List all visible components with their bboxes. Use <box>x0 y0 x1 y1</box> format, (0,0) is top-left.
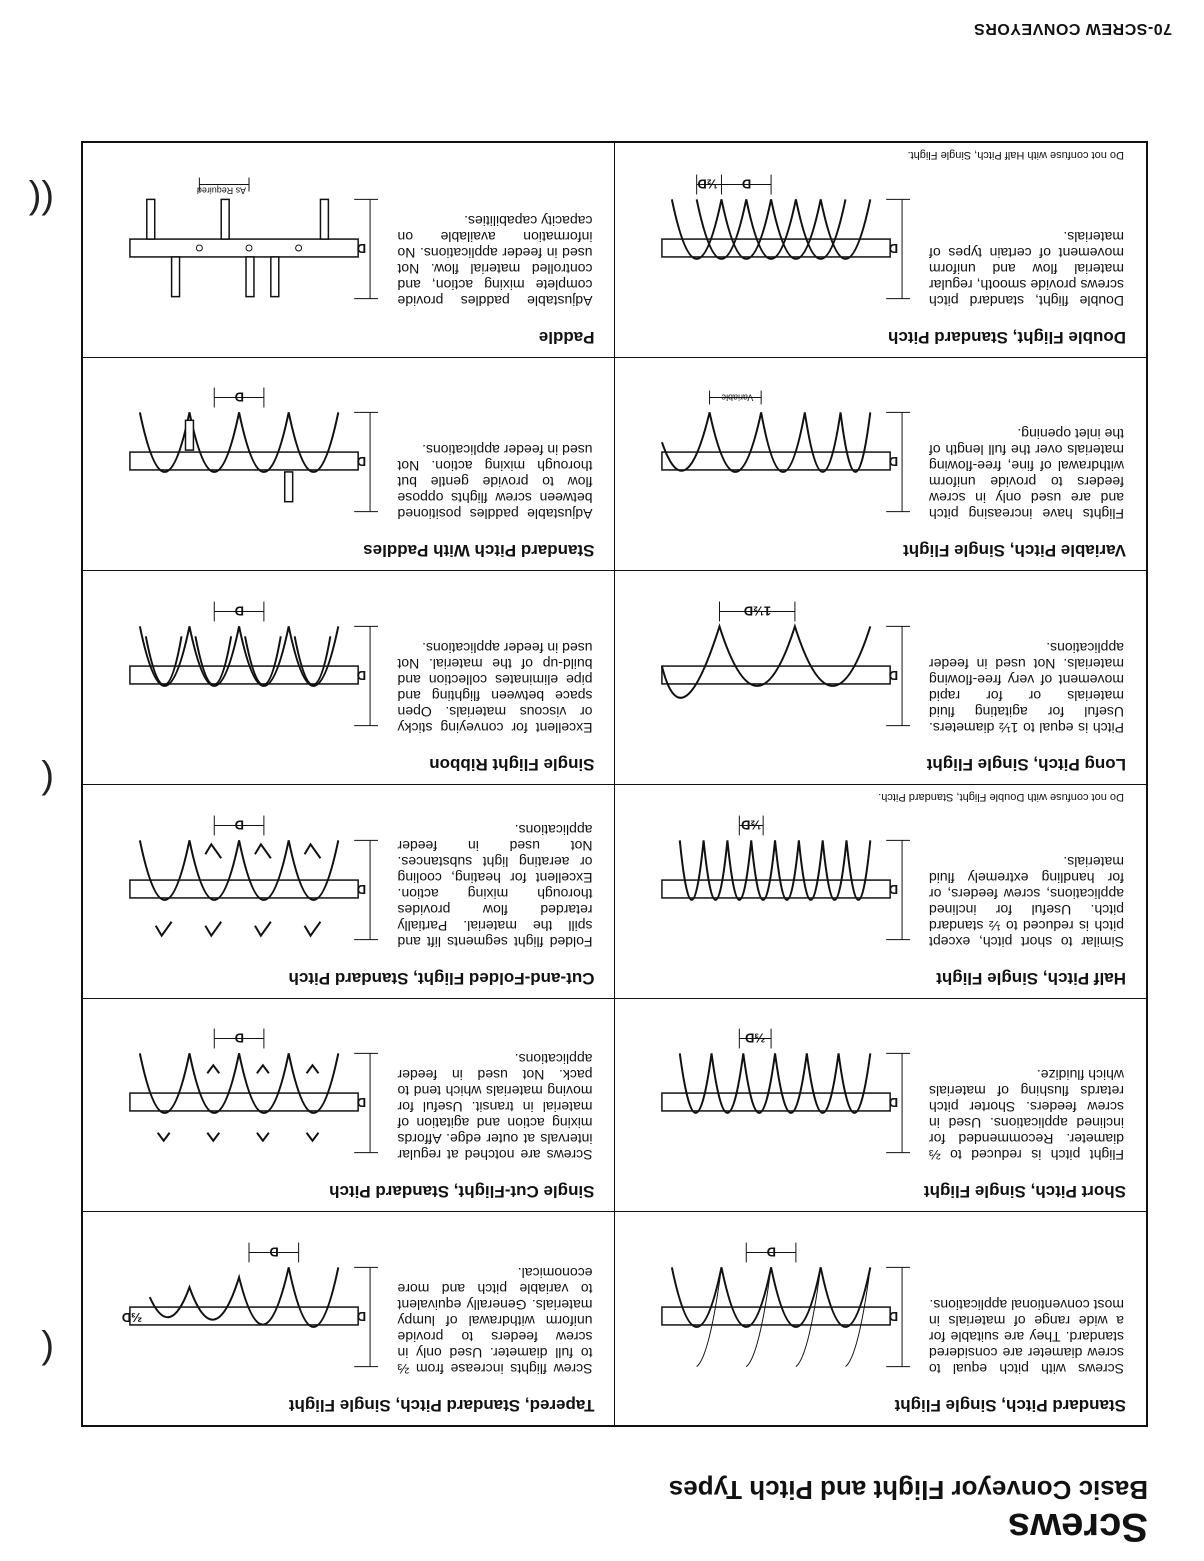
cell-title: Tapered, Standard Pitch, Single Flight <box>288 1396 595 1415</box>
cell-title: Single Flight Ribbon <box>429 755 595 774</box>
cell-description: Screws with pitch equal to screw diameter are considered standard. They are suitable for a wide range of materials in most conventional applications. <box>929 1297 1124 1377</box>
cell-description: Double flight, standard pitch screws provide smooth, regular material flow and uniform movement of certain types of materials. <box>929 228 1124 309</box>
dimension-label: D <box>888 1309 899 1325</box>
cell-description: Adjustable paddles provide complete mixing action, and controlled material flow. Not used in feeder applications. No information available on capacity capabilities. <box>397 212 593 309</box>
cell-title: Paddle <box>538 327 595 347</box>
screw-diagram <box>121 1237 379 1397</box>
dimension-label: D <box>357 668 367 684</box>
cell-single-cut-flight <box>83 998 615 1212</box>
cell-title: Short Pitch, Single Flight <box>923 1182 1126 1202</box>
cell-note: Do not confuse with Half Pitch, Single Flight. <box>907 149 1124 161</box>
cell-title: Standard Pitch, Single Flight <box>894 1396 1126 1415</box>
cell-title: Long Pitch, Single Flight <box>926 755 1126 774</box>
dimension-label: D <box>888 1095 899 1111</box>
pitch-label: D <box>235 389 245 405</box>
cell-note: Do not confuse with Double Flight, Standard Pitch. <box>878 791 1124 803</box>
pitch-label: D <box>741 176 752 192</box>
page-title: Screws <box>1007 1505 1148 1549</box>
screw-diagram <box>121 1023 379 1183</box>
pitch-label: D <box>269 1244 280 1260</box>
pitch-label: 1½D <box>743 603 772 619</box>
screw-types-grid <box>81 141 1148 1427</box>
dimension-label: D <box>888 668 899 684</box>
dimension-label: D <box>357 881 367 897</box>
binder-hole-mark: (( <box>28 179 54 221</box>
dimension-label: D <box>888 881 899 897</box>
cell-description: Screw flights increase from ⅔ to full diameter. Used only in screw feeders to provide uniform withdrawal of lumpy materials. Generally equivalent to variable pitch and more economical. <box>397 1265 593 1377</box>
page-header: 70-SCREW CONVEYORS <box>973 20 1172 37</box>
cell-title: Cut-and-Folded Flight, Standard Pitch <box>288 968 595 988</box>
cell-description: Flights have increasing pitch and are used only in screw feeders to provide uniform withdrawal of fine, free-flowing materials over the full length of the inlet opening. <box>929 426 1124 523</box>
screw-diagram <box>121 596 379 756</box>
cell-single-flight-ribbon <box>83 570 615 784</box>
binder-hole-mark: ( <box>41 1329 54 1371</box>
screw-diagram <box>652 169 910 329</box>
binder-hole-mark: ( <box>41 759 54 801</box>
cell-variable-pitch-single-flight <box>615 357 1147 571</box>
screw-diagram <box>652 1023 910 1183</box>
screw-diagram <box>652 596 910 756</box>
pitch-label: D <box>235 603 245 619</box>
cell-title: Standard Pitch With Paddles <box>363 541 595 561</box>
half-pitch-label: ½D <box>697 176 718 192</box>
pitch-label: D <box>235 817 245 833</box>
cell-cut-and-folded-flight <box>83 784 615 998</box>
cell-description: Pitch is equal to 1½ diameters. Useful for agitating fluid materials or for rapid movement of very free-flowing materials. Not used in feeder applications. <box>929 640 1124 736</box>
pitch-label: ½D <box>741 817 762 833</box>
cell-description: Screws are notched at regular intervals at outer edge. Affords mixing action and agitation of material in transit. Useful for moving materials which tend to pack. Not used in feeder applications. <box>397 1051 593 1164</box>
cell-standard-pitch-single-flight <box>615 1211 1147 1425</box>
dimension-label: D <box>357 240 367 256</box>
pitch-label: As Required <box>197 185 247 196</box>
cell-description: Folded flight segments lift and spill the material. Partially retarded flow provides thorough mixing action. Excellent for heating, cooling or aerating light substances. Not used in feeder applications. <box>397 821 593 950</box>
cell-title: Half Pitch, Single Flight <box>936 968 1126 988</box>
pitch-label: D <box>235 1030 245 1046</box>
cell-double-flight-standard-pitch <box>615 143 1147 357</box>
cell-description: Adjustable paddles positioned between screw flights oppose flow to provide gentle but thorough mixing action. Not used in feeder applications. <box>397 442 593 523</box>
dimension-label: D <box>357 1309 367 1325</box>
dimension-label: D <box>357 1095 367 1111</box>
pitch-label: D <box>766 1244 777 1260</box>
cell-description: Flight pitch is reduced to ⅔ diameter. Recommended for inclined applications. Used in screw feeders. Shorter pitch retards flushing of materials which fluidize. <box>929 1067 1124 1164</box>
cell-half-pitch-single-flight <box>615 784 1147 998</box>
cell-short-pitch-single-flight <box>615 998 1147 1212</box>
taper-label: ⅔D <box>122 1310 143 1326</box>
screw-diagram <box>121 169 379 329</box>
cell-title: Single Cut-Flight, Standard Pitch <box>329 1182 595 1202</box>
cell-description: Excellent for conveying sticky or viscous materials. Open space between flighting and pipe eliminates collection and build-up of the material. Not used in feeder applications. <box>397 640 593 736</box>
cell-title: Variable Pitch, Single Flight <box>903 541 1126 561</box>
dimension-label: D <box>888 240 899 256</box>
page-subtitle: Basic Conveyor Flight and Pitch Types <box>668 1475 1148 1505</box>
pitch-label: ⅔D <box>745 1030 766 1046</box>
screw-diagram <box>652 1237 910 1397</box>
screw-diagram <box>121 382 379 542</box>
cell-title: Double Flight, Standard Pitch <box>888 327 1126 347</box>
screw-diagram <box>652 810 910 970</box>
dimension-label: D <box>357 454 367 470</box>
cell-tapered-standard-pitch <box>83 1211 615 1425</box>
cell-standard-pitch-with-paddles <box>83 357 615 571</box>
cell-paddle <box>83 143 615 357</box>
dimension-label: D <box>888 454 899 470</box>
cell-long-pitch-single-flight <box>615 570 1147 784</box>
screw-diagram <box>121 810 379 970</box>
cell-description: Similar to short pitch, except pitch is reduced to ½ standard pitch. Useful for inclined applications, screw feeders, or for handling extremely fluid materials. <box>929 853 1124 950</box>
pitch-label: Variable <box>721 392 754 403</box>
screw-diagram <box>652 382 910 542</box>
